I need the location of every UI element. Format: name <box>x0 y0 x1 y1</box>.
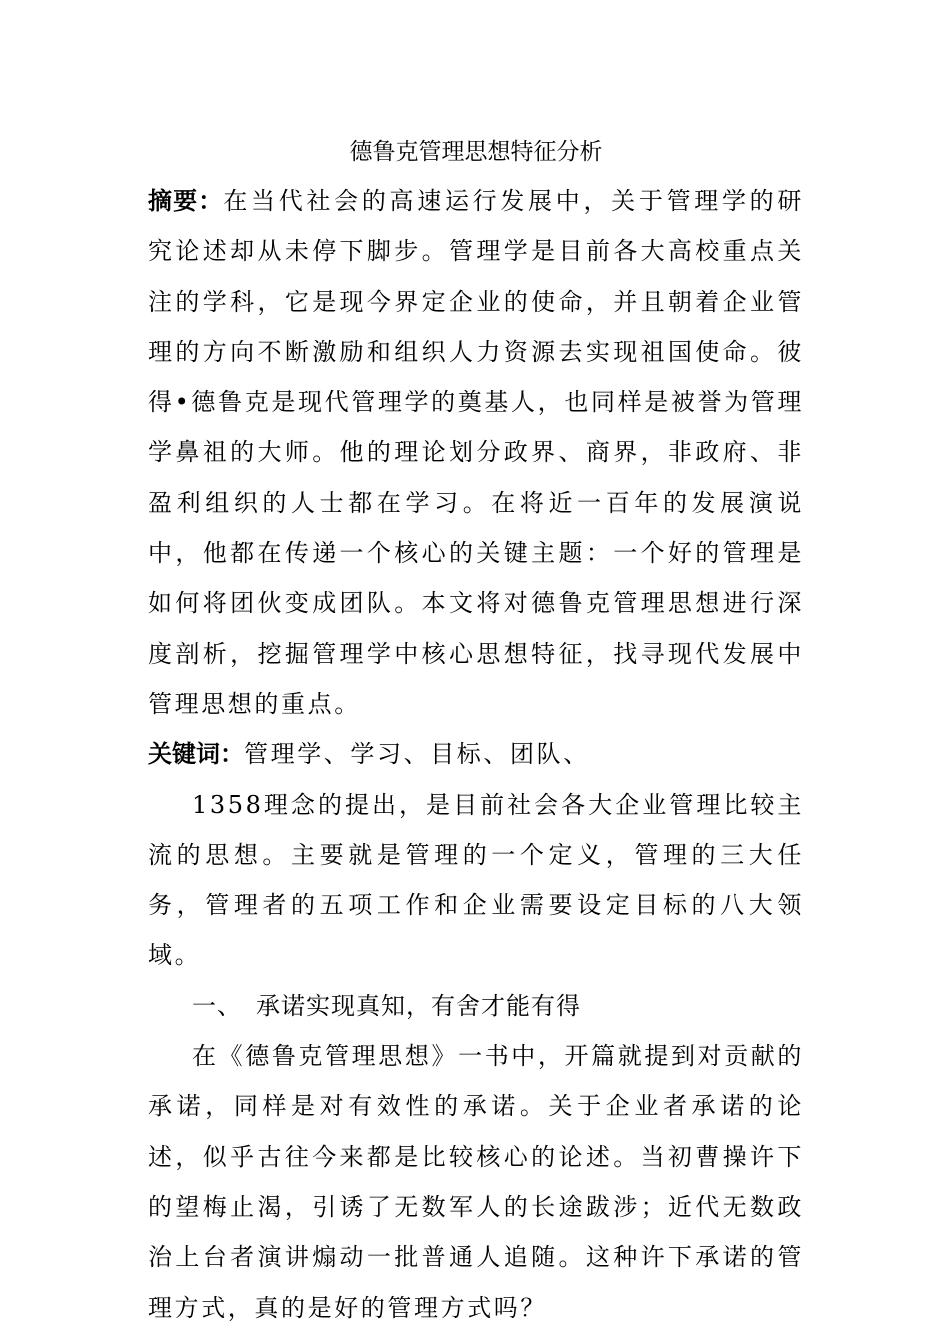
intro-paragraph: 1358理念的提出，是目前社会各大企业管理比较主流的思想。主要就是管理的一个定义，管理的三大任务，管理者的五项工作和企业需要设定目标的八大领域。 <box>148 790 804 970</box>
keywords-label: 关键词： <box>148 740 244 769</box>
keywords-text: 管理学、学习、目标、团队、 <box>244 740 590 769</box>
section-title: 承诺实现真知，有舍才能有得 <box>256 991 581 1020</box>
abstract-paragraph <box>148 176 804 729</box>
section-number: 一、 <box>192 991 242 1020</box>
section-heading <box>148 981 804 1031</box>
abstract-text: 在当代社会的高速运行发展中，关于管理学的研究论述却从未停下脚步。管理学是目前各大高校重点关注的学科，它是现今界定企业的使命，并且朝着企业管理的方向不断激励和组织人力资源去实现祖国使命。彼得•德鲁克是现代管理学的奠基人，也同样是被誉为管理学鼻祖的大师。他的理论划分政界、商界，非政府、非盈利组织的人士都在学习。在将近一百年的发展演说中，他都在传递一个核心的关键主题：一个好的管理是如何将团伙变成团队。本文将对德鲁克管理思想进行深度剖析，挖掘管理学中核心思想特征，找寻现代发展中管理思想的重点。 <box>148 187 804 718</box>
abstract-label: 摘要： <box>148 187 224 215</box>
section-paragraph: 在《德鲁克管理思想》一书中，开篇就提到对贡献的承诺，同样是对有效性的承诺。关于企业者承诺的论述，似乎古往今来都是比较核心的论述。当初曹操许下的望梅止渴，引诱了无数军人的长途跋涉；近代无数政治上台者演讲煽动一批普通人追随。这种许下承诺的管理方式，真的是好的管理方式吗？ <box>148 1042 804 1322</box>
document-page <box>148 128 804 1333</box>
keywords-paragraph <box>148 729 804 779</box>
document-title: 德鲁克管理思想特征分析 <box>349 139 603 165</box>
